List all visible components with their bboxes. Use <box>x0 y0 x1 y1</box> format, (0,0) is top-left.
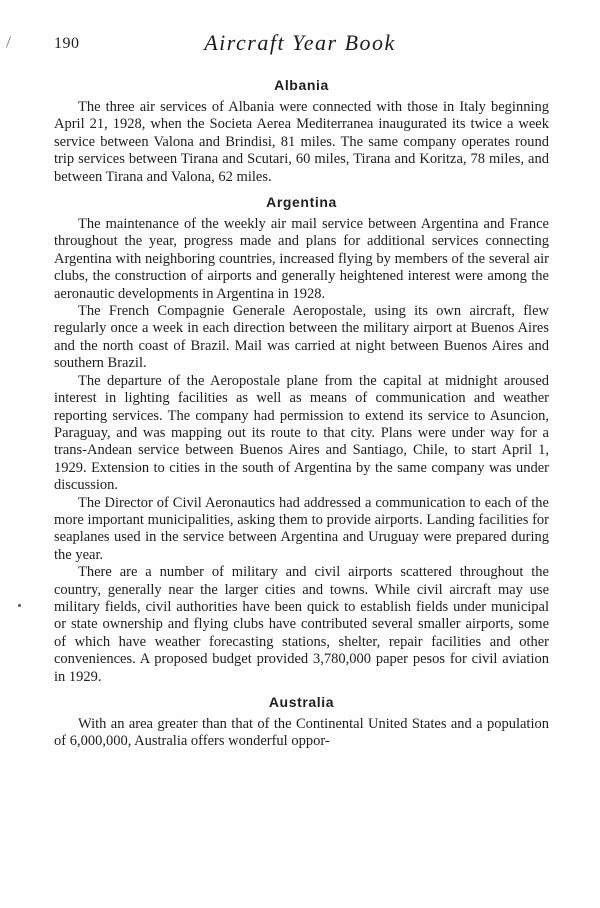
paragraph: With an area greater than that of the Continental United States and a population of 6,000,000, Australia offers wonderful oppor- <box>54 716 549 750</box>
paragraph: There are a number of military and civil airports scattered throughout the country, generally near the larger cities and towns. While civil aircraft may use military fields, civil authorities have been quick to establish fields under municipal or state ownership and flying clubs have contributed several smaller airports, some of which have weather forecasting stations, shelter, repair facilities and other conveniences. A proposed budget provided 3,780,000 paper pesos for civil aviation in 1929. <box>54 564 549 685</box>
margin-speck <box>18 604 21 607</box>
page-body <box>54 76 549 758</box>
section-argentina <box>54 193 549 686</box>
section-heading: Australia <box>268 694 335 710</box>
page-number: 190 <box>54 35 80 52</box>
running-title: Aircraft Year Book <box>204 30 396 55</box>
page-header <box>54 30 546 58</box>
section-australia <box>54 693 549 751</box>
page-edge-mark <box>6 36 11 48</box>
paragraph: The maintenance of the weekly air mail service between Argentina and France throughout the year, progress made and plans for additional services connecting Argentina with neighboring countries, increased flying by members of the several air clubs, the construction of airports and generally heightened interest were among the aeronautic developments in Argentina in 1928. <box>54 216 549 302</box>
paragraph: The Director of Civil Aeronautics had addressed a communication to each of the more important municipalities, asking them to provide airports. Landing facilities for seaplanes used in the service between Argentina and Uruguay were prepared during the year. <box>54 494 549 563</box>
paragraph: The three air services of Albania were connected with those in Italy beginning April 21, 1928, when the Societa Aerea Mediterranea inaugurated its twice a week service between Valona and Brindisi, 81 miles. The same company operates round trip services between Tirana and Scutari, 60 miles, Tirana and Koritza, 78 miles, and between Tirana and Valona, 62 miles. <box>54 99 549 185</box>
paragraph: The French Compagnie Generale Aeropostale, using its own aircraft, flew regularly once a week in each direction between the military airport at Buenos Aires and the north coast of Brazil. Mail was carried at night between Buenos Aires and southern Brazil. <box>54 303 549 372</box>
section-heading: Argentina <box>266 194 337 211</box>
section-heading: Albania <box>274 77 329 93</box>
paragraph: The departure of the Aeropostale plane from the capital at midnight aroused interest in lighting facilities as well as means of communication and weather reporting services. The company had permission to extend its service to Asuncion, Paraguay, and was mapping out its route to that city. Plans were under way for a trans-Andean service between Buenos Aires and Santiago, Chile, to start April 1, 1929. Extension to cities in the south of Argentina by the same company was under discussion. <box>54 372 549 494</box>
section-albania <box>54 76 549 186</box>
